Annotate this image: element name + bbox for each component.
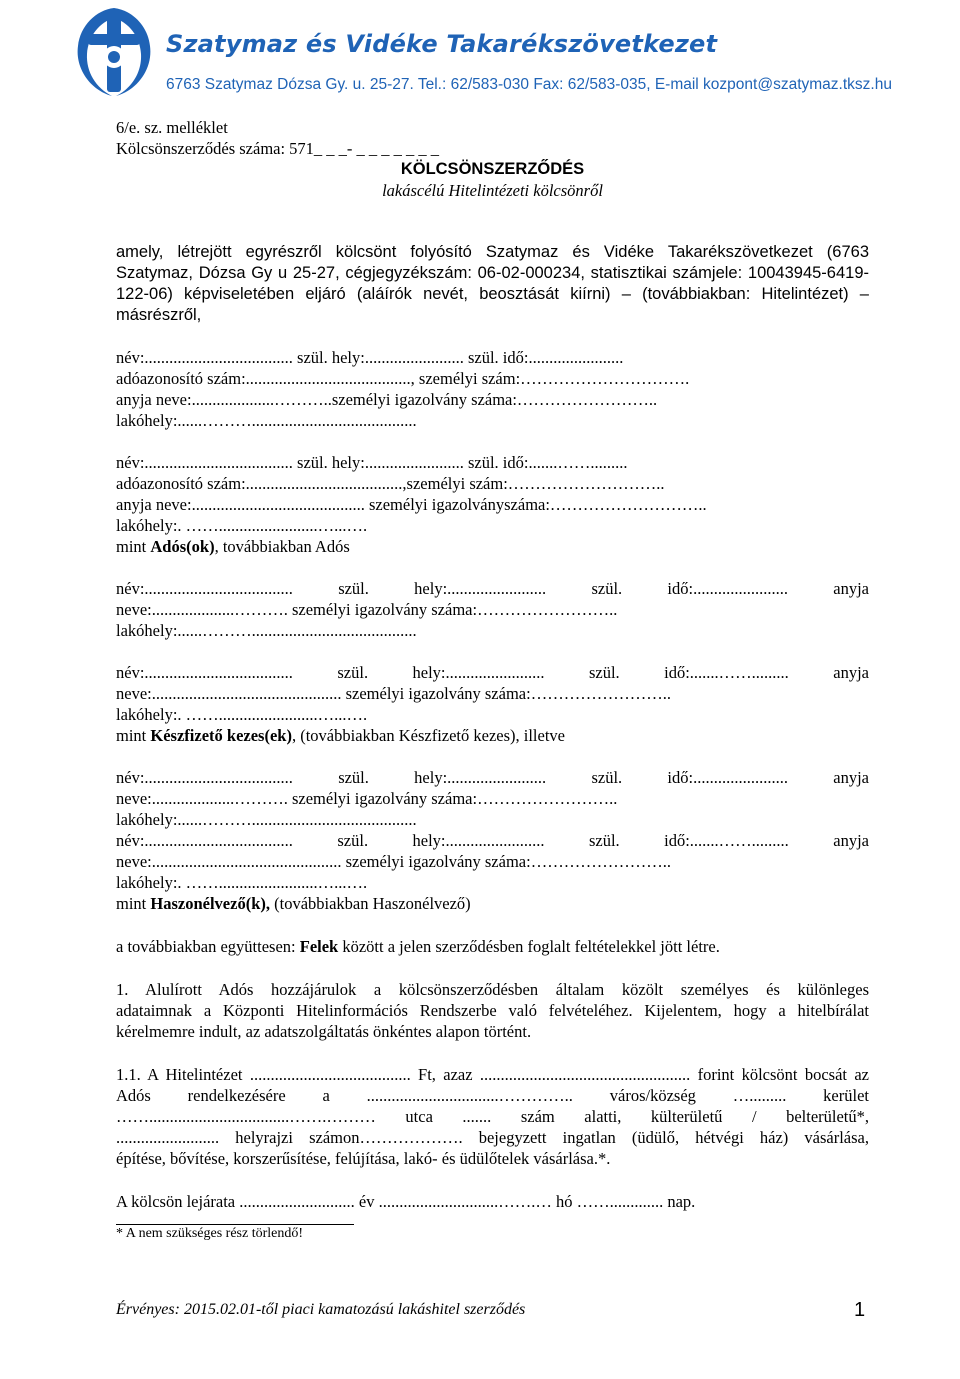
section-1-1-line: ……..................................…….……… utca ....... szám alatti, külterületű / belterületű*, xyxy=(116,1107,869,1126)
document-subtitle: lakáscélú Hitelintézeti kölcsönről xyxy=(382,181,603,200)
guarantor-address-line: lakóhely:......………........................................ xyxy=(116,621,417,640)
footnote: * A nem szükséges rész törlendő! xyxy=(116,1226,304,1241)
guarantor-role-term: Készfizető kezes(ek) xyxy=(150,726,292,745)
debtor-1-block xyxy=(116,347,869,431)
section-1-1-line: Adós rendelkezésére a ................................………….. város/község …......... kerület xyxy=(116,1086,869,1105)
guarantor-name-line: név:.................................... szül. hely:........................ szül. idő:.......……......... anyja xyxy=(116,663,869,682)
beneficiary-address-line: lakóhely:......………........................................ xyxy=(116,810,417,829)
parties-statement: a továbbiakban együttesen: Felek között a jelen szerződésben foglalt feltételekkel jött létre. xyxy=(116,937,720,956)
debtor-role-term: Adós(ok) xyxy=(150,537,215,556)
beneficiary-block xyxy=(116,767,869,914)
guarantor-address-line: lakóhely:. ……........................…...…. xyxy=(116,705,368,724)
beneficiary-mother-name-line: neve:.............................................. személyi igazolvány száma:…………………….. xyxy=(116,852,671,871)
debtor-role-line: mint Adós(ok), továbbiakban Adós xyxy=(116,537,350,556)
beneficiary-mother-name-line: neve:....................………. személyi igazolvány száma:…………………….. xyxy=(116,789,618,808)
debtor-tax-id-line: adóazonosító szám:......................................,személyi szám:……………………….. xyxy=(116,474,665,493)
beneficiary-name-line: név:.................................... szül. hely:........................ szül. idő:....................... anyja xyxy=(116,768,869,787)
debtor-address-line: lakóhely:. ……........................…...…. xyxy=(116,516,368,535)
contract-number: Kölcsönszerződés száma: 571_ _ _- _ _ _ _ _ _ _ xyxy=(116,139,440,158)
debtor-2-block xyxy=(116,452,869,557)
beneficiary-name-line: név:.................................... szül. hely:........................ szül. idő:.......……......... anyja xyxy=(116,831,869,850)
guarantor-name-line: név:.................................... szül. hely:........................ szül. idő:....................... anyja xyxy=(116,579,869,598)
beneficiary-role-term: Haszonélvező(k), xyxy=(150,894,270,913)
guarantor-2-block xyxy=(116,662,869,746)
organization-name: Szatymaz és Vidéke Takarékszövetkezet xyxy=(166,30,718,58)
beneficiary-address-line: lakóhely:. ……........................…...…. xyxy=(116,873,368,892)
debtor-address-line: lakóhely:......………........................................ xyxy=(116,411,417,430)
intro-line: 122-06) képviseletében eljáró (aláírók nevét, beosztását kiírni) – (továbbiakban: Hitelintézet) – xyxy=(116,285,869,303)
loan-maturity-line: A kölcsön lejárata ............................ év .............................…….… hó ……............. nap. xyxy=(116,1192,696,1211)
guarantor-1-block xyxy=(116,578,869,641)
section-1-1 xyxy=(116,1064,869,1169)
section-1-1-line: építése, bővítése, korszerűsítése, felújítása, lakó- és üdülőtelek vásárlása.*. xyxy=(116,1149,611,1168)
page-number: 1 xyxy=(854,1299,866,1321)
guarantor-mother-name-line: neve:.............................................. személyi igazolvány száma:…………………….. xyxy=(116,684,671,703)
guarantor-mother-name-line: neve:....................………. személyi igazolvány száma:…………………….. xyxy=(116,600,618,619)
section-1-1-line: ......................... helyrajzi számon………………. bejegyzett ingatlan (üdülő, hétvégi ház) vásárlása, xyxy=(116,1128,869,1147)
section-1-line: kérelmemre indult, az adatszolgáltatás önkéntes alapon történt. xyxy=(116,1022,532,1041)
guarantor-role-line: mint Készfizető kezes(ek), (továbbiakban Készfizető kezes), illetve xyxy=(116,726,566,745)
intro-line: amely, létrejött egyrészről kölcsönt folyósító Szatymaz és Vidéke Takarékszövetkezet (6763 xyxy=(116,243,869,261)
intro-line: másrészről, xyxy=(116,306,202,324)
intro-line: Szatymaz, Dózsa Gy u 25-27, cégjegyzékszám: 06-02-000234, statisztikai számjele: 10043945-6419- xyxy=(116,264,869,282)
debtor-name-line: név:.................................... szül. hely:........................ szül. idő:.......……......... xyxy=(116,453,628,472)
organization-logo xyxy=(66,4,162,100)
parties-term: Felek xyxy=(299,937,339,956)
section-1-1-line: 1.1. A Hitelintézet ....................................... Ft, azaz ................................................... forint kölcsönt bocsát az xyxy=(116,1065,869,1084)
organization-address: 6763 Szatymaz Dózsa Gy. u. 25-27. Tel.: 62/583-030 Fax: 62/583-035, E-mail kozpont@szatymaz.tksz.hu xyxy=(166,76,892,93)
section-1-line: adataimnak a Központi Hitelinformációs Rendszerbe való felvételéhez. Kijelentem, hogy a hitelbírálat xyxy=(116,1001,869,1020)
intro-paragraph xyxy=(116,242,869,326)
contract-document xyxy=(116,117,869,1243)
debtor-mother-name-line: anyja neve:....................………..személyi igazolvány száma:…………………….. xyxy=(116,390,658,409)
debtor-name-line: név:.................................... szül. hely:........................ szül. idő:....................... xyxy=(116,348,624,367)
beneficiary-role-line: mint Haszonélvező(k), (továbbiakban Haszonélvező) xyxy=(116,894,471,913)
document-title: KÖLCSÖNSZERZŐDÉS xyxy=(400,160,585,178)
section-1-line: 1. Alulírott Adós hozzájárulok a kölcsönszerződésben általam közölt személyes és különleges xyxy=(116,980,869,999)
section-1 xyxy=(116,979,869,1042)
debtor-mother-name-line: anyja neve:.......................................... személyi igazolványszáma:……………………….. xyxy=(116,495,707,514)
debtor-tax-id-line: adóazonosító szám:........................................, személyi szám:…………………………. xyxy=(116,369,690,388)
annex-label: 6/e. sz. melléklet xyxy=(116,118,228,137)
validity-footer: Érvényes: 2015.02.01-től piaci kamatozású lakáshitel szerződés xyxy=(116,1301,526,1318)
